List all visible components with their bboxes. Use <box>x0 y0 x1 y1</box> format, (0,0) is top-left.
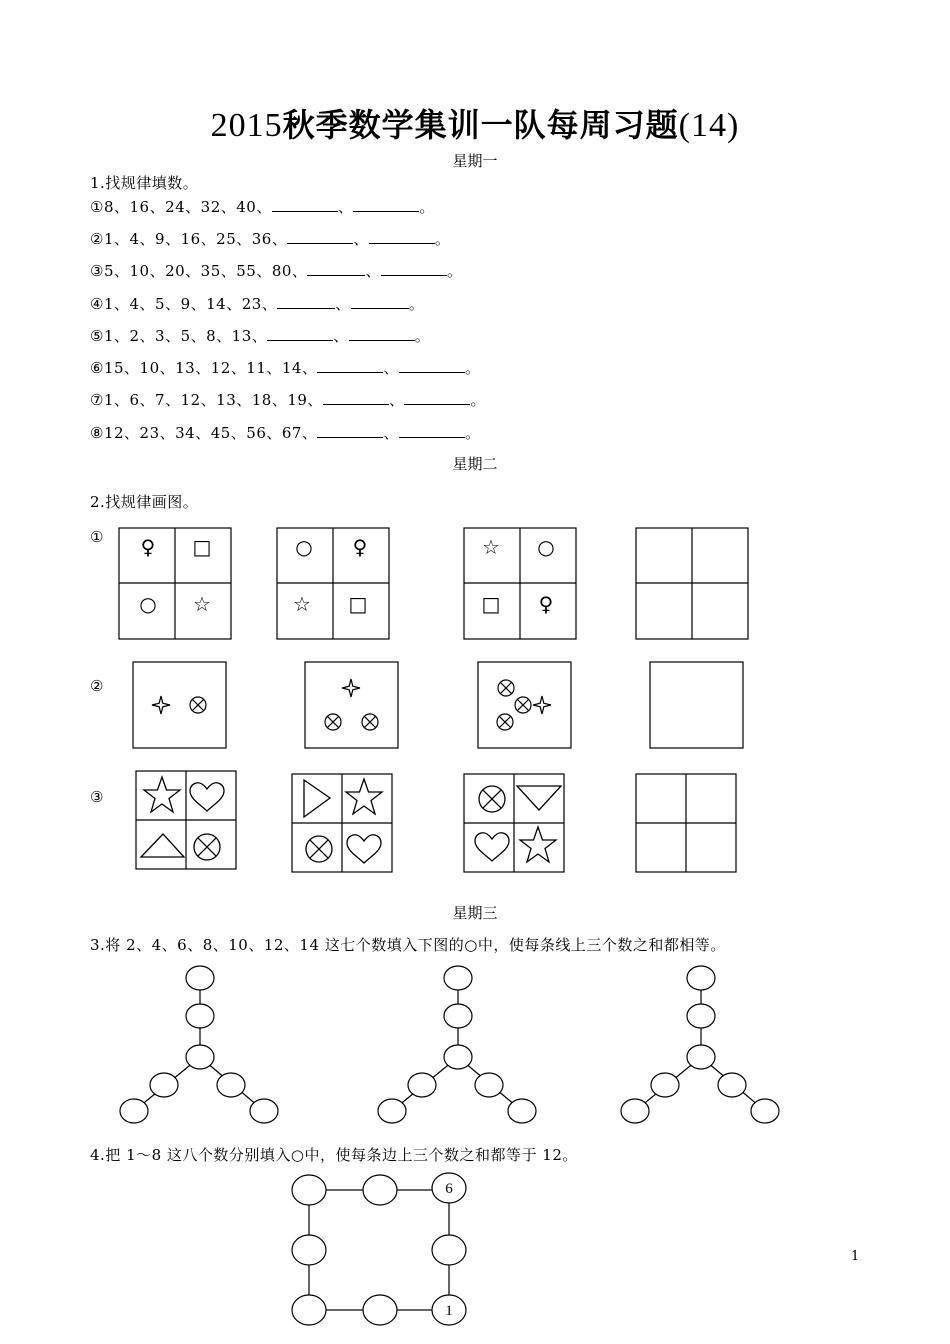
number-circle[interactable] <box>186 1004 214 1028</box>
circle-icon: ○ <box>295 535 313 559</box>
number-circle[interactable] <box>475 1073 503 1097</box>
day-heading-wednesday: 星期三 <box>452 904 498 922</box>
number-circle[interactable] <box>508 1099 536 1123</box>
pattern-label-3: ③ <box>90 788 104 806</box>
female-symbol-icon: ♀ <box>352 535 368 559</box>
sequence-label: ②1、4、9、16、25、36、 <box>90 230 288 248</box>
number-circle[interactable] <box>120 1099 148 1123</box>
pattern-label-1: ① <box>90 528 104 546</box>
number-circle[interactable] <box>621 1099 649 1123</box>
circle-icon: ○ <box>139 592 157 616</box>
number-circle[interactable] <box>250 1099 278 1123</box>
number-circle[interactable] <box>444 966 472 990</box>
star-icon <box>520 827 556 862</box>
number-circle[interactable] <box>432 1235 466 1265</box>
star-icon <box>346 779 382 814</box>
grid-1 <box>136 771 236 869</box>
sparkle-icon <box>342 679 360 697</box>
title-suffix: (14) <box>678 107 740 144</box>
circled-times-icon <box>190 697 206 713</box>
circled-times-icon <box>515 697 531 713</box>
number-circle[interactable] <box>217 1073 245 1097</box>
square-figure <box>292 1173 466 1325</box>
grid-2 <box>292 774 392 872</box>
given-number-top-right: 6 <box>445 1181 453 1197</box>
number-circle[interactable] <box>651 1073 679 1097</box>
sparkle-icon <box>533 696 551 714</box>
sequence-row-1: ①8、16、24、32、40、 、 。 <box>90 198 435 216</box>
triangle-down-icon <box>517 786 561 810</box>
number-circle[interactable] <box>444 1004 472 1028</box>
number-circle[interactable] <box>363 1175 397 1205</box>
grid-3 <box>464 528 576 639</box>
female-symbol-icon: ♀ <box>140 535 156 559</box>
pattern-set-2 <box>133 662 743 748</box>
sequence-label: ③5、10、20、35、55、80、 <box>90 262 308 280</box>
number-circle[interactable] <box>687 1004 715 1028</box>
female-symbol-icon: ♀ <box>538 592 554 616</box>
given-number-bottom-right: 1 <box>445 1303 453 1319</box>
star-icon <box>144 777 180 812</box>
y-figure-2 <box>378 966 536 1123</box>
day-heading-monday: 星期一 <box>452 152 498 170</box>
page-number: 1 <box>851 1249 860 1264</box>
sequence-label: ⑧12、23、34、45、56、67、 <box>90 424 318 442</box>
title-text: 秋季数学集训一队每周习题 <box>282 106 679 144</box>
day-heading-tuesday: 星期二 <box>452 455 498 473</box>
number-circle[interactable] <box>292 1175 326 1205</box>
triangle-up-icon <box>141 834 184 857</box>
number-circle[interactable] <box>186 966 214 990</box>
answer-grid-1[interactable] <box>636 528 748 639</box>
answer-grid-3[interactable] <box>636 774 736 872</box>
number-circle[interactable] <box>150 1073 178 1097</box>
sequence-label: ①8、16、24、32、40、 <box>90 198 272 216</box>
box-2 <box>305 662 398 748</box>
question-3-text: 3.将 2、4、6、8、10、12、14 这七个数填入下图的○中，使每条线上三个数之和都相等。 <box>90 936 726 954</box>
y-figure-3 <box>621 966 779 1123</box>
circled-times-icon <box>497 714 513 730</box>
number-circle[interactable] <box>363 1295 397 1325</box>
sparkle-icon <box>152 696 170 714</box>
grid-1 <box>119 528 231 639</box>
grid-2 <box>277 528 389 639</box>
pattern-label-2: ② <box>90 677 104 695</box>
circled-times-icon <box>306 836 332 862</box>
star-icon: ☆ <box>193 592 211 616</box>
square-icon: □ <box>192 535 212 559</box>
circled-times-icon <box>194 834 220 860</box>
sequence-label: ④1、4、5、9、14、23、 <box>90 295 278 313</box>
answer-box-2[interactable] <box>650 662 743 748</box>
circle-icon: ○ <box>537 535 555 559</box>
question-4-text: 4.把 1～8 这八个数分别填入○中，使每条边上三个数之和都等于 12。 <box>90 1146 578 1164</box>
pattern-set-3 <box>136 771 736 872</box>
y-figure-1 <box>120 966 278 1123</box>
number-circle[interactable] <box>718 1073 746 1097</box>
pattern-set-1-symbols <box>139 535 554 616</box>
square-icon: □ <box>348 592 368 616</box>
star-icon: ☆ <box>293 592 311 616</box>
number-circle[interactable] <box>751 1099 779 1123</box>
pattern-set-1 <box>119 528 748 639</box>
sequence-row-2: ②1、4、9、16、25、36、 、 。 <box>90 230 451 248</box>
sequence-row-4: ④1、4、5、9、14、23、 、 。 <box>90 295 425 313</box>
grid-3 <box>464 774 564 872</box>
number-circle[interactable] <box>687 1045 715 1069</box>
number-circle[interactable] <box>687 966 715 990</box>
sequence-row-5: ⑤1、2、3、5、8、13、 、 。 <box>90 327 431 345</box>
question-2-heading: 2.找规律画图。 <box>90 493 199 511</box>
heart-icon <box>190 783 224 811</box>
heart-icon <box>475 833 509 861</box>
box-3 <box>478 662 571 748</box>
heart-icon <box>347 835 381 863</box>
circled-times-icon <box>479 786 505 812</box>
sequence-label: ⑦1、6、7、12、13、18、19、 <box>90 391 323 409</box>
number-circle[interactable] <box>408 1073 436 1097</box>
circled-times-icon <box>325 714 341 730</box>
number-circle[interactable] <box>292 1235 326 1265</box>
circled-times-icon <box>498 680 514 696</box>
circled-times-icon <box>362 714 378 730</box>
number-circle[interactable] <box>292 1295 326 1325</box>
sequence-row-6: ⑥15、10、13、12、11、14、 、 。 <box>90 359 481 377</box>
number-circle[interactable] <box>444 1045 472 1069</box>
star-icon: ☆ <box>482 535 500 559</box>
sequence-row-7: ⑦1、6、7、12、13、18、19、 、 。 <box>90 391 486 409</box>
sequence-label: ⑤1、2、3、5、8、13、 <box>90 327 268 345</box>
square-icon: □ <box>481 592 501 616</box>
sequence-row-8: ⑧12、23、34、45、56、67、 、 。 <box>90 424 481 442</box>
question-1-heading: 1.找规律填数。 <box>90 174 199 192</box>
number-circle[interactable] <box>186 1045 214 1069</box>
box-1 <box>133 662 226 748</box>
triangle-right-icon <box>304 780 330 817</box>
title-year: 2015 <box>210 107 283 144</box>
sequence-label: ⑥15、10、13、12、11、14、 <box>90 359 318 377</box>
sequence-row-3: ③5、10、20、35、55、80、 、 。 <box>90 262 463 280</box>
number-circle[interactable] <box>378 1099 406 1123</box>
